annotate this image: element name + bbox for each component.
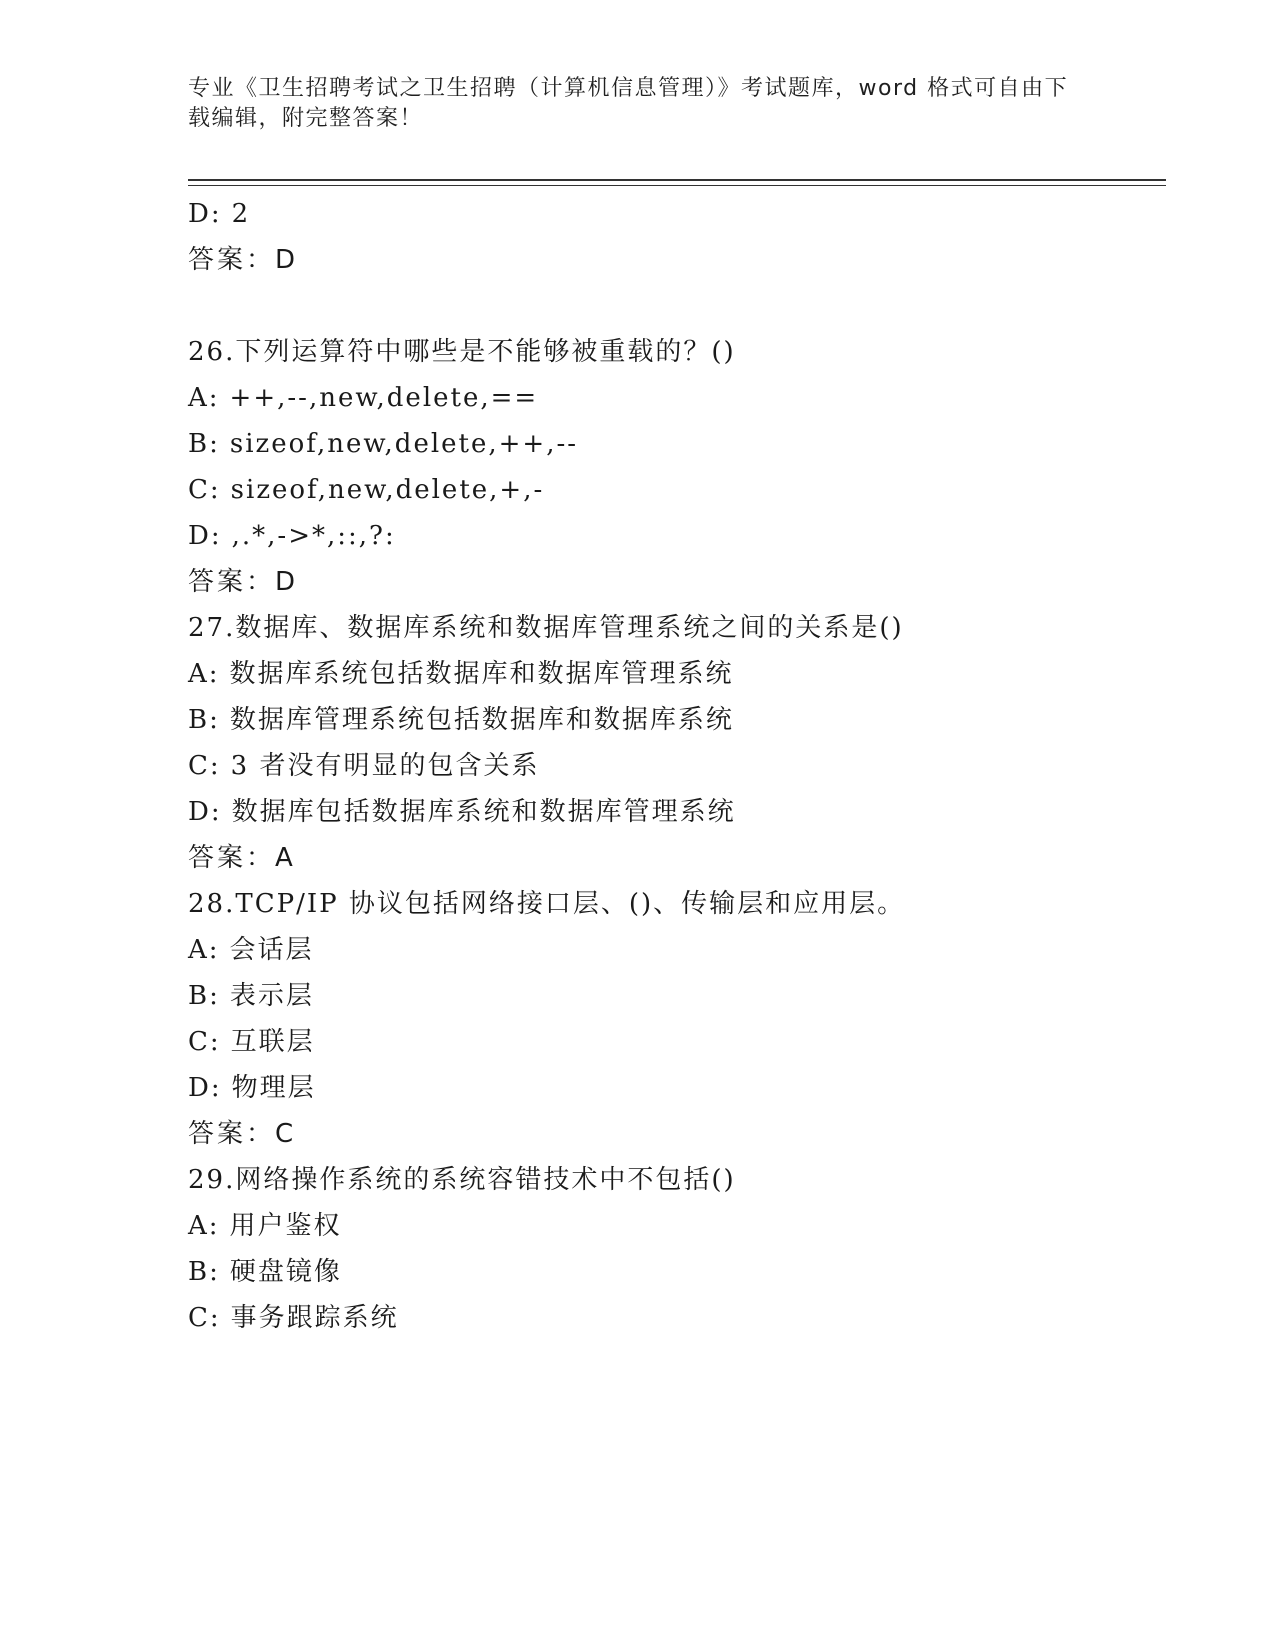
option-label: C: [188,751,221,781]
question-stem: 28.TCP/IP 协议包括网络接口层、()、传输层和应用层。 [188,889,906,919]
answer-line: 答案：C [188,1119,297,1149]
option-c [188,467,1168,513]
question-stem: 26.下列运算符中哪些是不能够被重载的？() [188,337,736,367]
option-text: 硬盘镜像 [229,1257,342,1287]
document-header: 专业《卫生招聘考试之卫生招聘（计算机信息管理）》考试题库，word 格式可自由下载编辑，附完整答案！ [188,76,1069,131]
option-a [188,375,1168,421]
option-text: 数据库管理系统包括数据库和数据库系统 [229,705,734,735]
option-label: A: [188,383,220,413]
question-stem: 27.数据库、数据库系统和数据库管理系统之间的关系是() [188,613,904,643]
header-rule-bottom [188,185,1166,186]
option-b [188,697,1168,743]
option-d [188,1065,1168,1111]
option-label: B: [188,429,220,459]
option-b [188,973,1168,1019]
option-b [188,421,1168,467]
answer-line: 答案：D [188,245,299,275]
option-d [188,191,1168,237]
option-text: 会话层 [229,935,314,965]
option-label: D: [188,1073,222,1103]
option-a [188,1203,1168,1249]
option-b [188,1249,1168,1295]
option-label: D: [188,199,222,229]
option-c [188,1295,1168,1341]
option-label: A: [188,935,220,965]
header-rule-top [188,179,1166,181]
option-label: C: [188,1303,221,1333]
option-d [188,513,1168,559]
option-label: B: [188,705,220,735]
option-label: C: [188,1027,221,1057]
option-text: sizeof,new,delete,+,- [230,475,545,505]
option-label: A: [188,1211,220,1241]
option-text: sizeof,new,delete,++,-- [229,429,579,459]
option-a [188,651,1168,697]
option-text: 3 者没有明显的包含关系 [230,751,540,781]
option-text: ,.*,->*,::,?: [231,521,396,551]
question-27 [188,605,1168,881]
option-label: B: [188,1257,220,1287]
question-stem: 29.网络操作系统的系统容错技术中不包括() [188,1165,736,1195]
option-text: 用户鉴权 [229,1211,342,1241]
answer-line: 答案：A [188,843,296,873]
option-label: C: [188,475,221,505]
option-text: 表示层 [229,981,314,1011]
option-text: 2 [231,199,251,229]
option-text: 互联层 [230,1027,315,1057]
option-label: D: [188,797,222,827]
answer-line: 答案：D [188,567,299,597]
question-29 [188,1157,1168,1341]
option-a [188,927,1168,973]
question-28 [188,881,1168,1157]
option-label: A: [188,659,220,689]
option-text: ++,--,new,delete,== [229,383,539,413]
option-c [188,743,1168,789]
option-c [188,1019,1168,1065]
option-text: 物理层 [231,1073,316,1103]
option-text: 数据库包括数据库系统和数据库管理系统 [231,797,736,827]
option-label: D: [188,521,222,551]
option-text: 事务跟踪系统 [230,1303,399,1333]
question-26 [188,329,1168,605]
option-d [188,789,1168,835]
option-text: 数据库系统包括数据库和数据库管理系统 [229,659,734,689]
question-list [188,191,1168,1341]
option-label: B: [188,981,220,1011]
